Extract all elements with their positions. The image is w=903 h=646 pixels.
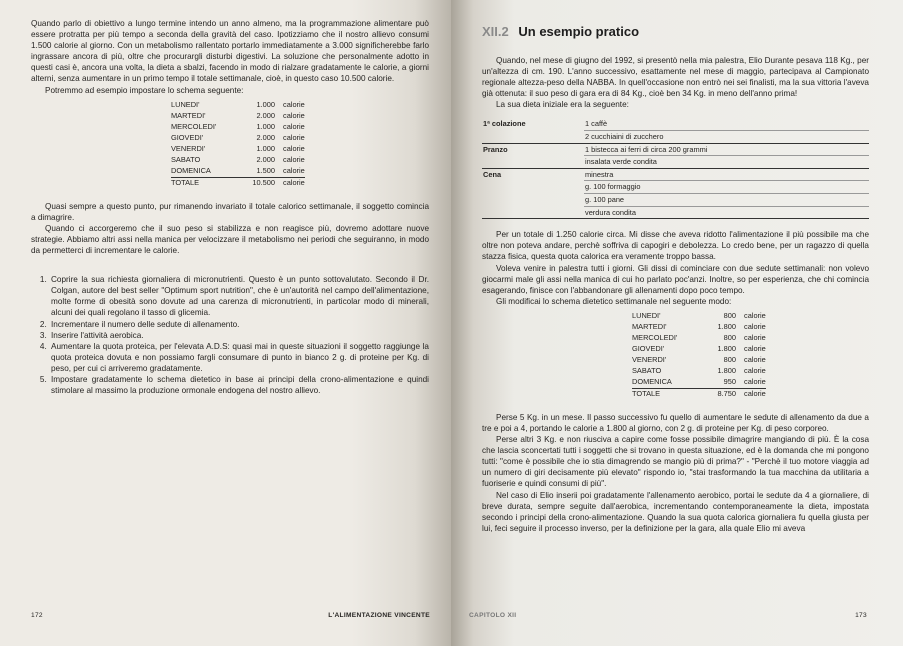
table-row: 1ª colazione 1 caffè xyxy=(482,118,869,130)
page-number: 172 xyxy=(31,612,43,619)
list-item: 3. Inserire l'attività aerobica. xyxy=(49,330,429,341)
table-row: LUNEDI' 1.000 calorie xyxy=(171,100,305,110)
table-row: LUNEDI' 800 calorie xyxy=(632,311,766,321)
paragraph: Perse altri 3 Kg. e non riusciva a capire come fosse possibile dimagrire mangiando di più. È la cosa che lascia sconcertati tutti i soggetti che si trovano in questa situazione, ed è la domanda che mi pongono tutti: "come è possibile che io stia dimagrendo se mangio più di prima?" - "Perchè il tuo motore viaggia ad un numero di giri decisamente più elevato" rispondo io, "stai trasformando la tua macchina da utilitaria a fuoriserie e quindi consumi di più". xyxy=(482,435,869,489)
table-row: GIOVEDI' 1.800 calorie xyxy=(632,344,766,354)
paragraph: Potremmo ad esempio impostare lo schema seguente: xyxy=(45,85,244,95)
running-footer: L'ALIMENTAZIONE VINCENTE xyxy=(328,612,430,619)
modified-schedule-table xyxy=(632,311,766,400)
section-title: Un esempio pratico xyxy=(518,24,640,39)
paragraph: Nel caso di Elio inserii poi gradatamente l'allenamento aerobico, portai le sedute da 4 a giornaliere, di breve durata, sempre seguite dall'aerobica, incrementando contemporaneamente la dieta, impostata secondo i principi della crono-alimentazione. Quando la sua quota calorica giornaliera fu quella giusta per lui, feci seguire il processo inverso, per la definizione per la gara, alla quale Elio mi aveva xyxy=(482,490,869,533)
section-number: XII.2 xyxy=(482,24,509,39)
calorie-schedule-table xyxy=(171,100,305,189)
table-row: MARTEDI' 2.000 calorie xyxy=(171,111,305,121)
list-item: 5. Impostare gradatamente lo schema dietetico in base ai principi della crono-alimentazione e quindi stimolare al massimo la produzione ormonale endogena del nostro allievo. xyxy=(49,374,429,396)
paragraph: Quando, nel mese di giugno del 1992, si presentò nella mia palestra, Elio Durante pesava 118 Kg., per un'altezza di cm. 190. L'anno successivo, esattamente nel mese di maggio, partecipava al Campionato regionale altezza-peso della NABBA. In quell'occasione non entrò nei sei finalisti, ma la sua vittoria l'aveva già ottenuta: il suo peso di gara era di 84 Kg., cioè ben 34 Kg. in meno dell'anno prima! xyxy=(482,56,869,99)
table-row: MERCOLEDI' 800 calorie xyxy=(632,333,766,343)
list-item: 4. Aumentare la quota proteica, per l'elevata A.D.S: quasi mai in queste situazioni il soggetto raggiunge la quota proteica dovuta e non possiamo fargli consumare di punto in bianco 2 g. di proteine per Kg. di peso, per cui ci arriveremo gradatamente. xyxy=(49,341,429,374)
table-row: verdura condita xyxy=(482,206,869,219)
table-row: g. 100 formaggio xyxy=(482,181,869,194)
table-total-row: TOTALE 10.500 calorie xyxy=(171,178,305,188)
table-row: DOMENICA 1.500 calorie xyxy=(171,166,305,176)
paragraph: La sua dieta iniziale era la seguente: xyxy=(496,100,629,110)
left-page xyxy=(0,0,451,646)
right-page xyxy=(451,0,903,646)
section-heading xyxy=(482,24,869,39)
table-row: SABATO 2.000 calorie xyxy=(171,155,305,165)
table-row: GIOVEDI' 2.000 calorie xyxy=(171,133,305,143)
table-row: DOMENICA 950 calorie xyxy=(632,377,766,387)
table-row: MERCOLEDI' 1.000 calorie xyxy=(171,122,305,132)
table-row: VENERDI' 1.000 calorie xyxy=(171,144,305,154)
strategy-list xyxy=(31,274,429,396)
list-item: 2. Incrementare il numero delle sedute di allenamento. xyxy=(49,319,429,330)
paragraph: Gli modificai lo schema dietetico settimanale nel seguente modo: xyxy=(496,296,732,306)
table-total-row: TOTALE 8.750 calorie xyxy=(632,389,766,399)
paragraph: Voleva venire in palestra tutti i giorni. Gli dissi di cominciare con due sedute settimanali: non volevo giocarmi male gli assi nella manica di cui ho parlato poc'anzi. Inoltre, so per esperienza, che chi comincia esagerando, finisce con l'abbandonare gli allenamenti dopo poco tempo. xyxy=(482,263,869,295)
paragraph: Quasi sempre a questo punto, pur rimanendo invariato il totale calorico settimanale, il soggetto comincia a dimagrire. xyxy=(31,201,429,222)
paragraph: Perse 5 Kg. in un mese. Il passo successivo fu quello di aumentare le sedute di allenamento da due a tre e poi a 4, portando le calorie a 1.800 al giorno, con 2 g. di proteine per Kg. di peso corporeo. xyxy=(482,412,869,433)
running-footer: CAPITOLO XII xyxy=(469,612,517,619)
paragraph: Per un totale di 1.250 calorie circa. Mi disse che aveva ridotto l'alimentazione il più possibile ma che oltre non poteva andare, perchè soffriva di capogiri e debolezza. Lo credo bene, per un ragazzo di quella stazza fisica, questa quota calorica era veramente troppo bassa. xyxy=(482,230,869,262)
list-item: 1. Coprire la sua richiesta giornaliera di micronutrienti. Questo è un punto sottovalutato. Secondo il Dr. Colgan, autore del best seller "Optimum sport nutrition", che è un'autorità nel campo dell'alimentazione, molte forme di obesità sono dovute ad una carenza di micronutrienti, in particolar modo di minerali, alcuni dei quali regolano il tasso di glicemia. xyxy=(49,274,429,318)
table-row: Pranzo 1 bistecca ai ferri di circa 200 grammi xyxy=(482,143,869,156)
table-row: g. 100 pane xyxy=(482,194,869,207)
table-row: VENERDI' 800 calorie xyxy=(632,355,766,365)
paragraph: Quando ci accorgeremo che il suo peso si stabilizza e non reagisce più, dovremo adottare nuove strategie. Abbiamo altri assi nella manica per velocizzare il metabolismo nei periodi che seguiranno, in modo da permetterci di incrementare le calorie. xyxy=(31,223,429,256)
table-row: MARTEDI' 1.800 calorie xyxy=(632,322,766,332)
page-number: 173 xyxy=(855,612,867,619)
table-row: insalata verde condita xyxy=(585,157,657,167)
initial-diet-table xyxy=(482,118,869,219)
table-row: Cena minestra xyxy=(482,168,869,181)
table-row: 2 cucchiaini di zucchero xyxy=(585,132,664,142)
paragraph: Quando parlo di obiettivo a lungo termine intendo un anno almeno, ma la programmazione alimentare può essere protratta per più tempo a seconda della gravità del caso. Ipotizziamo che il nostro allievo consumi 1.500 calorie al giorno. Con un metabolismo rallentato portarlo immediatamente a 3.000 significherebbe farlo ingrassare ancora di più, oltre che procurargli disturbi digestivi. La soluzione che personalmente adotto in questi casi è, ancora una volta, la dieta a sbalzi, facendo in modo di rialzare gradatamente le calorie, a giorni alterni, senza aumentare in un primo tempo il totale settimanale, cioè, in questo caso 10.500 calorie. xyxy=(31,19,429,84)
table-row: SABATO 1.800 calorie xyxy=(632,366,766,376)
